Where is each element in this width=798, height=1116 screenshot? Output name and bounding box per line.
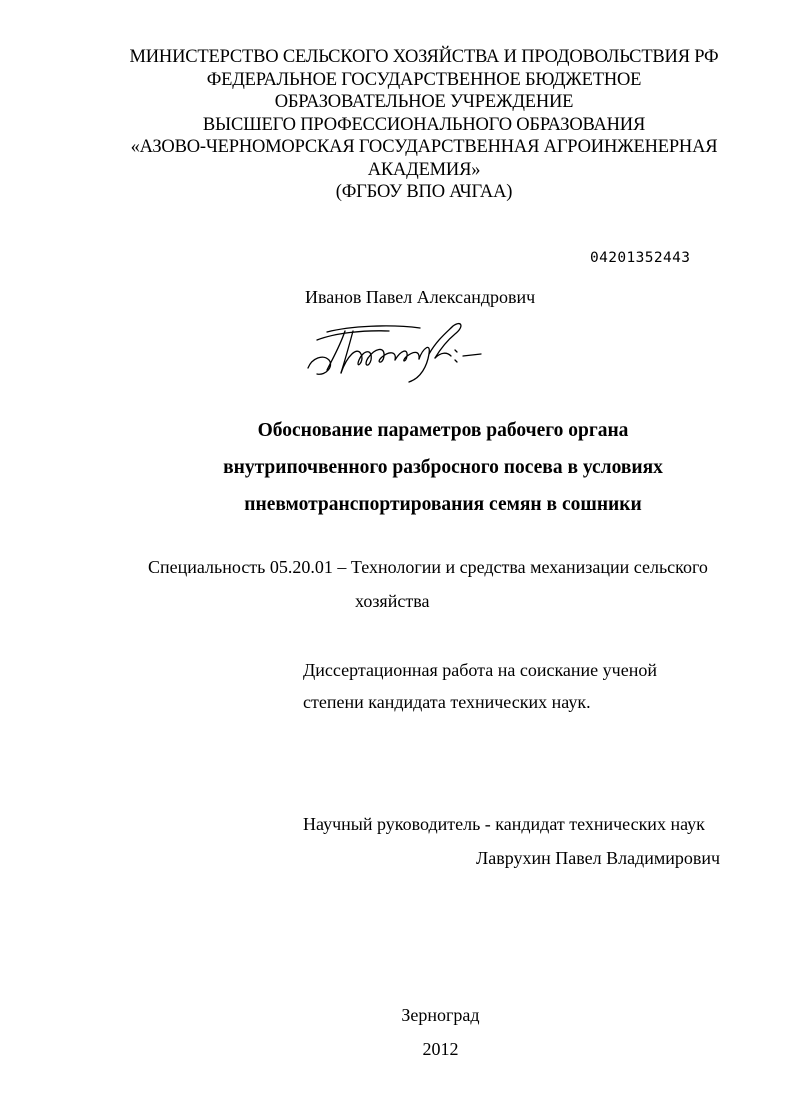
city: Зерноград <box>401 1005 480 1025</box>
header-line: (ФГБОУ ВПО АЧГАА) <box>335 182 513 202</box>
title-line: пневмотранспортирования семян в сошники <box>244 494 642 515</box>
document-code: 04201352443 <box>590 250 691 266</box>
dissertation-line: Диссертационная работа на соискание ученой <box>303 660 657 680</box>
supervisor-role: Научный руководитель - кандидат технических наук <box>303 814 705 834</box>
header-line: ОБРАЗОВАТЕЛЬНОЕ УЧРЕЖДЕНИЕ <box>274 92 574 112</box>
specialty-text-continued: хозяйства <box>355 591 430 611</box>
dissertation-description <box>303 654 657 718</box>
header-line: ФЕДЕРАЛЬНОЕ ГОСУДАРСТВЕННОЕ БЮДЖЕТНОЕ <box>206 69 642 90</box>
header-line: «АЗОВО-ЧЕРНОМОРСКАЯ ГОСУДАРСТВЕННАЯ АГРОИНЖЕНЕРНАЯ <box>130 137 718 157</box>
specialty-text: Специальность 05.20.01 – Технологии и средства механизации сельского <box>148 557 708 577</box>
title-line: внутрипочвенного разбросного посева в условиях <box>223 457 663 478</box>
header-line: АКАДЕМИЯ» <box>367 159 481 180</box>
dissertation-line: степени кандидата технических наук. <box>303 692 591 712</box>
title-line: Обоснование параметров рабочего органа <box>257 420 629 441</box>
supervisor-name: Лаврухин Павел Владимирович <box>476 848 721 868</box>
header-line: МИНИСТЕРСТВО СЕЛЬСКОГО ХОЗЯЙСТВА И ПРОДОВОЛЬСТВИЯ РФ <box>129 47 719 67</box>
ministry-header <box>0 46 798 204</box>
header-line: ВЫСШЕГО ПРОФЕССИОНАЛЬНОГО ОБРАЗОВАНИЯ <box>202 114 646 135</box>
author-name: Иванов Павел Александрович <box>305 287 536 307</box>
year: 2012 <box>422 1039 459 1059</box>
signature-icon <box>305 318 485 393</box>
dissertation-title <box>0 412 798 523</box>
